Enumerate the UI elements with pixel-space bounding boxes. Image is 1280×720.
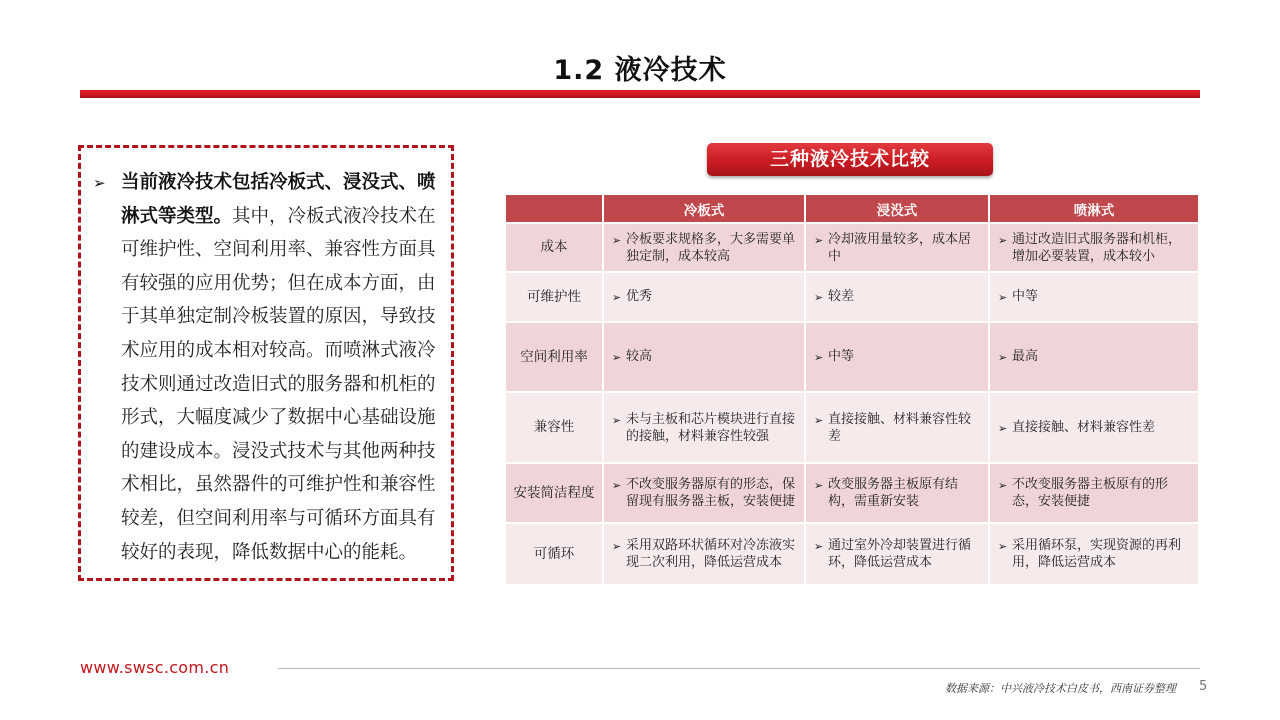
- arrow-bullet-icon: ➢: [814, 351, 824, 364]
- footer-divider: [278, 668, 1200, 669]
- cell-text: 中等: [828, 349, 855, 364]
- table-cell: [805, 322, 989, 392]
- cell-text: 未与主板和芯片模块进行直接的接触，材料兼容性较强: [626, 411, 796, 444]
- table-header-row: [505, 194, 1199, 223]
- table-row: [505, 223, 1199, 272]
- arrow-bullet-icon: ➢: [998, 291, 1008, 304]
- table-cell: [989, 223, 1199, 272]
- row-label: 成本: [505, 223, 603, 272]
- arrow-bullet-icon: ➢: [998, 233, 1008, 247]
- table-cell: [603, 463, 805, 523]
- arrow-bullet-icon: ➢: [998, 479, 1008, 492]
- page-number: 5: [1199, 679, 1208, 694]
- table-cell: [603, 223, 805, 272]
- cell-text: 中等: [1012, 289, 1039, 304]
- table-title: 三种液冷技术比较: [707, 143, 993, 176]
- cell-text: 通过室外冷却装置进行循环，降低运营成本: [828, 538, 972, 570]
- comparison-table: [504, 193, 1200, 586]
- table-cell: [989, 392, 1199, 463]
- summary-body: 其中，冷板式液冷技术在可维护性、空间利用率、兼容性方面具有较强的应用优势；但在成本方面，由于其单独定制冷板装置的原因，导致技术应用的成本相对较高。而喷淋式液冷技术则通过改造旧式的服务器和机柜的形式，大幅度减少了数据中心基础设施的建设成本。浸没式技术与其他两种技术相比，虽然器件的可维护性和兼容性较差，但空间利用率与可循环方面具有较好的表现，降低数据中心的能耗。: [121, 205, 436, 563]
- cell-text: 通过改造旧式服务器和机柜，增加必要装置，成本较小: [1012, 231, 1182, 264]
- table-row: [505, 392, 1199, 463]
- arrow-bullet-icon: ➢: [612, 351, 622, 364]
- table-cell: [603, 523, 805, 585]
- arrow-bullet-icon: ➢: [612, 540, 622, 553]
- title-underline: [80, 90, 1200, 98]
- table-cell: [989, 272, 1199, 322]
- table-cell: [805, 463, 989, 523]
- cell-text: 不改变服务器原有的形态，保留现有服务器主板，安装便捷: [626, 477, 796, 509]
- row-label: 安装简洁程度: [505, 463, 603, 523]
- table-row: [505, 272, 1199, 322]
- cell-text: 优秀: [626, 289, 653, 304]
- cell-text: 冷却液用量较多，成本居中: [828, 231, 972, 264]
- arrow-bullet-icon: ➢: [998, 540, 1008, 553]
- row-label: 兼容性: [505, 392, 603, 463]
- page-title: 1.2 液冷技术: [553, 55, 727, 86]
- cell-text: 直接接触、材料兼容性差: [1012, 419, 1156, 435]
- table-cell: [603, 272, 805, 322]
- table-cell: [805, 523, 989, 585]
- arrow-bullet-icon: ➢: [814, 291, 824, 304]
- arrow-bullet-icon: ➢: [814, 479, 824, 492]
- data-source-note: 数据来源：中兴液冷技术白皮书，西南证券整理: [945, 682, 1176, 695]
- cell-text: 较差: [828, 289, 855, 304]
- arrow-bullet-icon: ➢: [612, 479, 622, 492]
- table-header-cell: 冷板式: [603, 194, 805, 223]
- row-label: 可循环: [505, 523, 603, 585]
- cell-text: 冷板要求规格多，大多需要单独定制，成本较高: [626, 231, 796, 264]
- cell-text: 直接接触、材料兼容性较差: [828, 411, 972, 444]
- arrow-bullet-icon: ➢: [612, 291, 622, 304]
- arrow-bullet-icon: ➢: [814, 233, 824, 247]
- row-label: 空间利用率: [505, 322, 603, 392]
- table-row: [505, 463, 1199, 523]
- arrow-bullet-icon: ➢: [93, 174, 106, 192]
- cell-text: 改变服务器主板原有结构，需重新安装: [828, 477, 959, 509]
- cell-text: 最高: [1012, 349, 1039, 364]
- cell-text: 不改变服务器主板原有的形态，安装便捷: [1012, 477, 1169, 509]
- row-label: 可维护性: [505, 272, 603, 322]
- table-row: [505, 523, 1199, 585]
- summary-box: [78, 145, 454, 581]
- cell-text: 采用双路环状循环对冷冻液实现二次利用，降低运营成本: [626, 538, 796, 570]
- summary-bold: 当前液冷技术包括冷板式、浸没式、喷淋式等类型。: [121, 172, 436, 227]
- cell-text: 较高: [626, 349, 653, 364]
- table-cell: [603, 322, 805, 392]
- table-cell: [989, 463, 1199, 523]
- table-cell: [805, 392, 989, 463]
- table-cell: [989, 523, 1199, 585]
- table-row: [505, 322, 1199, 392]
- table-header-corner: [505, 194, 603, 223]
- table-header-cell: 浸没式: [805, 194, 989, 223]
- table-cell: [805, 272, 989, 322]
- cell-text: 采用循环泵，实现资源的再利用，降低运营成本: [1012, 538, 1182, 570]
- arrow-bullet-icon: ➢: [814, 413, 824, 427]
- table-cell: [989, 322, 1199, 392]
- table-cell: [805, 223, 989, 272]
- arrow-bullet-icon: ➢: [814, 540, 824, 553]
- arrow-bullet-icon: ➢: [998, 351, 1008, 364]
- summary-bullet: [93, 166, 437, 569]
- summary-paragraph: [121, 166, 437, 569]
- footer-website-url[interactable]: www.swsc.com.cn: [80, 658, 230, 677]
- arrow-bullet-icon: ➢: [998, 421, 1008, 435]
- table-cell: [603, 392, 805, 463]
- arrow-bullet-icon: ➢: [612, 233, 622, 247]
- table-header-cell: 喷淋式: [989, 194, 1199, 223]
- arrow-bullet-icon: ➢: [612, 413, 622, 427]
